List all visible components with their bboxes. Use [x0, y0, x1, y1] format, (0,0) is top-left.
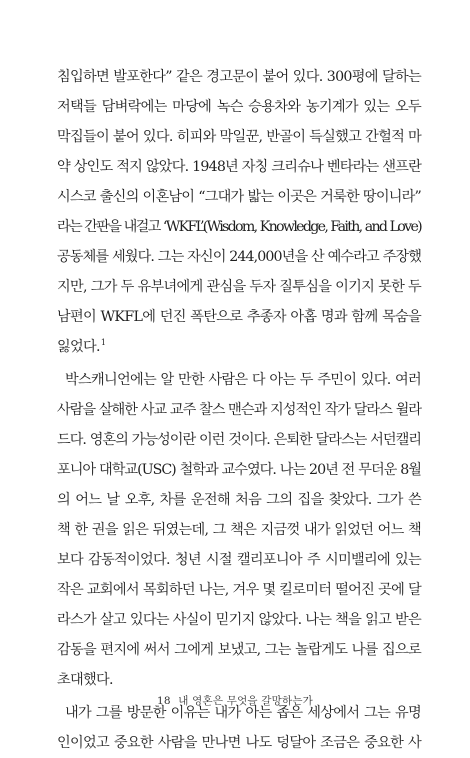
text-line: 막집들이 붙어 있다. 히피와 막일꾼, 반골이 득실했고 간헐적 마 — [57, 129, 421, 145]
text-line: 저택들 담벼락에는 마당에 녹슨 승용차와 농기계가 있는 오두 — [57, 99, 421, 115]
text-line: 보다 감동적이었다. 청년 시절 캘리포니아 주 시미밸리에 있는 — [57, 552, 421, 568]
text-line: 침입하면 발포한다” 같은 경고문이 붙어 있다. 300평에 달하는 — [57, 69, 421, 85]
text-line: 인이었고 중요한 사람을 만나면 나도 덩달아 조금은 중요한 사 — [57, 735, 421, 751]
paragraph-last-line — [57, 332, 421, 362]
text-line: 남편이 WKFL에 던진 폭탄으로 추종자 아홉 명과 함께 목숨을 — [57, 309, 421, 325]
text-line: 라스가 살고 있다는 사실이 믿기지 않았다. 나는 책을 읽고 받은 — [57, 612, 421, 628]
text-line: 의 어느 날 오후, 차를 운전해 처음 그의 집을 찾았다. 그가 쓴 — [57, 492, 421, 508]
text-line: 공동체를 세웠다. 그는 자신이 244,000년을 산 예수라고 주장했 — [57, 249, 421, 265]
text-line: 약 상인도 적지 않았다. 1948년 자칭 크리슈나 벤타라는 샌프란 — [57, 159, 421, 175]
text-line: 라는 간판을 내걸고 ‘WKFL’(Wisdom, Knowledge, Faith, and Love) — [57, 219, 421, 235]
page-footer — [0, 693, 470, 708]
text-line: 지만, 그가 두 유부녀에게 관심을 두자 질투심을 이기지 못한 두 — [57, 279, 421, 295]
text-line: 드다. 영혼의 가능성이란 이런 것이다. 은퇴한 달라스는 서던캘리 — [57, 432, 421, 448]
footnote-marker: 1 — [100, 338, 106, 348]
text-line: 작은 교회에서 목회하던 나는, 겨우 몇 킬로미터 떨어진 곳에 달 — [57, 582, 421, 598]
text-line: 사람을 살해한 사교 교주 찰스 맨슨과 지성적인 작가 달라스 윌라 — [57, 402, 421, 418]
body-text — [57, 62, 421, 758]
page-number: 18 — [156, 695, 171, 707]
text-line: 감동을 편지에 써서 그에게 보냈고, 그는 놀랍게도 나를 집으로 — [57, 642, 421, 658]
text-line: 시스코 출신의 이혼남이 “그대가 밟는 이곳은 거룩한 땅이니라” — [57, 189, 421, 205]
text-line: 포니아 대학교(USC) 철학과 교수였다. 나는 20년 전 무더운 8월 — [57, 462, 421, 478]
running-title: 내 영혼은 무엇을 갈망하는가 — [178, 695, 314, 707]
text-line: 박스캐니언에는 알 만한 사람은 다 아는 두 주민이 있다. 여러 — [65, 372, 421, 388]
text-line: 내가 그를 방문한 이유는 내가 아는 좁은 세상에서 그는 유명 — [65, 705, 421, 721]
text-line-content: 잃었다. — [57, 339, 100, 355]
text-line: 책 한 권을 읽은 뒤였는데, 그 책은 지금껏 내가 읽었던 어느 책 — [57, 522, 421, 538]
paragraph-last-line: 초대했다. — [57, 672, 113, 688]
